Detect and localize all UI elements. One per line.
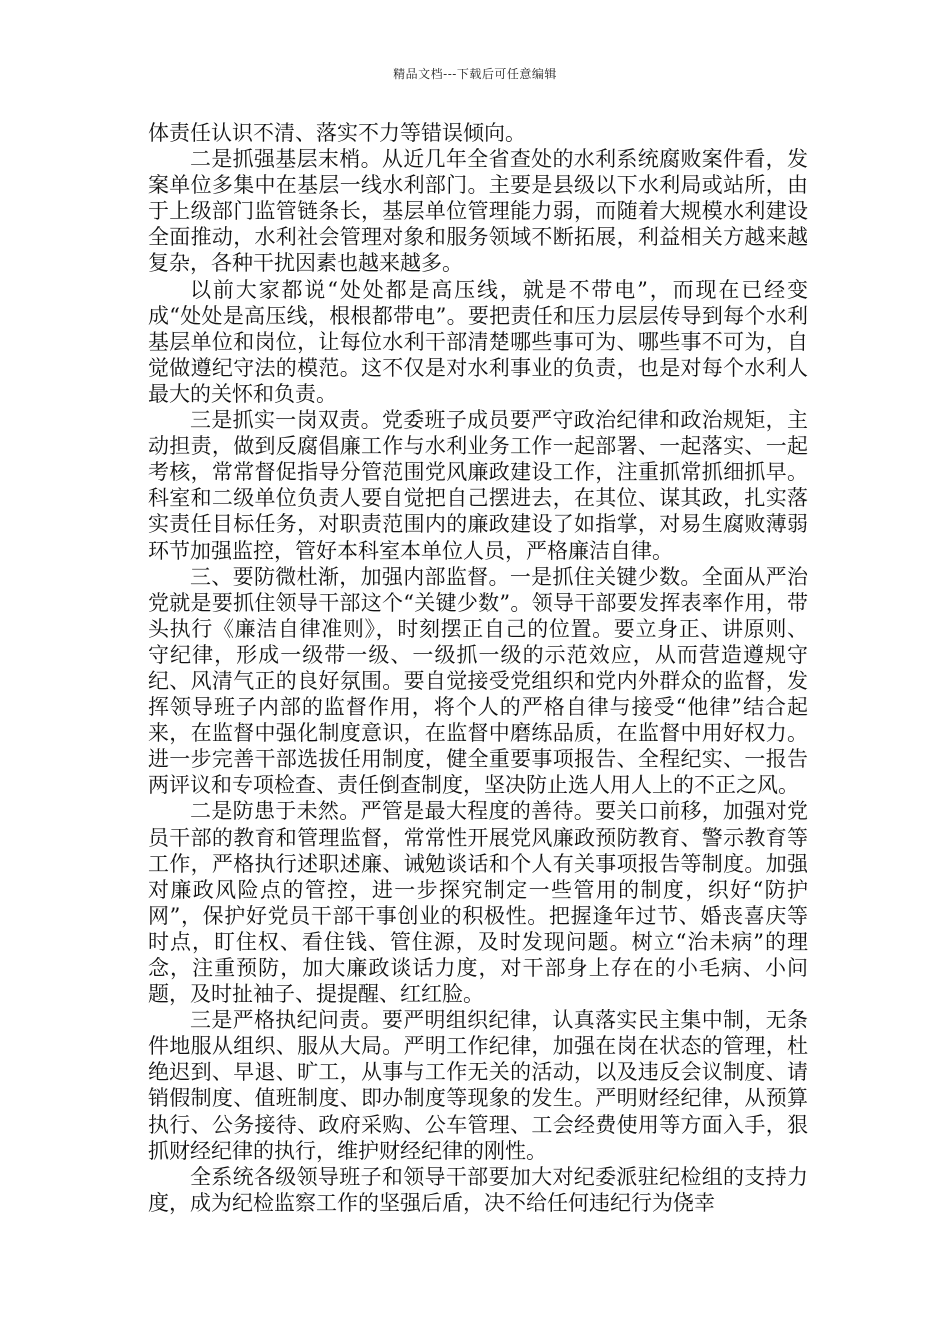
- document-body: [148, 120, 808, 1216]
- page-header: 精品文档---下载后可任意编辑: [393, 67, 557, 81]
- paragraph-support: 全系统各级领导班子和领导干部要加大对纪委派驻纪检组的支持力度，成为纪检监察工作的坚强后盾，决不给任何违纪行为侥幸: [148, 1164, 808, 1215]
- paragraph-high-voltage: 以前大家都说“处处都是高压线，就是不带电”，而现在已经变成“处处是高压线，根根都带电”。要把责任和压力层层传导到每个水利基层单位和岗位，让每位水利干部清楚哪些事可为、哪些事不可为，自觉做遵纪守法的模范。这不仅是对水利事业的负责，也是对每个水利人最大的关怀和负责。: [148, 277, 808, 406]
- paragraph-dual-duty: 三是抓实一岗双责。党委班子成员要严守政治纪律和政治规矩，主动担责，做到反腐倡廉工作与水利业务工作一起部署、一起落实、一起考核，常常督促指导分管范围党风廉政建设工作，注重抓常抓细抓早。科室和二级单位负责人要自觉把自己摆进去，在其位、谋其政，扎实落实责任目标任务，对职责范围内的廉政建设了如指掌，对易生腐败薄弱环节加强监控，管好本科室本单位人员，严格廉洁自律。: [148, 408, 808, 563]
- paragraph-internal-supervision: 三、要防微杜渐，加强内部监督。一是抓住关键少数。全面从严治党就是要抓住领导干部这个“关键少数”。领导干部要发挥表率作用，带头执行《廉洁自律准则》，时刻摆正自己的位置。要立身正、讲原则、守纪律，形成一级带一级、一级抓一级的示范效应，从而营造遵规守纪、风清气正的良好氛围。要自觉接受党组织和党内外群众的监督，发挥领导班子内部的监督作用，将个人的严格自律与接受“他律”结合起来，在监督中强化制度意识，在监督中磨练品质，在监督中用好权力。进一步完善干部选拔任用制度，健全重要事项报告、全程纪实、一报告两评议和专项检查、责任倒查制度，坚决防止选人用人上的不正之风。: [148, 564, 808, 798]
- paragraph-grassroots: 二是抓强基层末梢。从近几年全省查处的水利系统腐败案件看，发案单位多集中在基层一线水利部门。主要是县级以下水利局或站所，由于上级部门监管链条长，基层单位管理能力弱，而随着大规模水利建设全面推动，水利社会管理对象和服务领域不断拓展，利益相关方越来越复杂，各种干扰因素也越来越多。: [148, 147, 808, 276]
- paragraph-discipline: 三是严格执纪问责。要严明组织纪律，认真落实民主集中制，无条件地服从组织、服从大局。严明工作纪律，加强在岗在状态的管理，杜绝迟到、早退、旷工，从事与工作无关的活动，以及违反会议制度、请销假制度、值班制度、即办制度等现象的发生。严明财经纪律，从预算执行、公务接待、政府采购、公车管理、工会经费使用等方面入手，狠抓财经纪律的执行，维护财经纪律的刚性。: [148, 1008, 808, 1163]
- paragraph-prevention: 二是防患于未然。严管是最大程度的善待。要关口前移，加强对党员干部的教育和管理监督，常常性开展党风廉政预防教育、警示教育等工作，严格执行述职述廉、诫勉谈话和个人有关事项报告等制度。加强对廉政风险点的管控，进一步探究制定一些管用的制度，织好“防护网”，保护好党员干部干事创业的积极性。把握逢年过节、婚丧喜庆等时点，盯住权、看住钱、管住源，及时发现问题。树立“治未病”的理念，注重预防，加大廉政谈话力度，对干部身上存在的小毛病、小问题，及时扯袖子、提提醒、红红脸。: [148, 799, 808, 1007]
- paragraph-continuation: 体责任认识不清、落实不力等错误倾向。: [148, 121, 526, 145]
